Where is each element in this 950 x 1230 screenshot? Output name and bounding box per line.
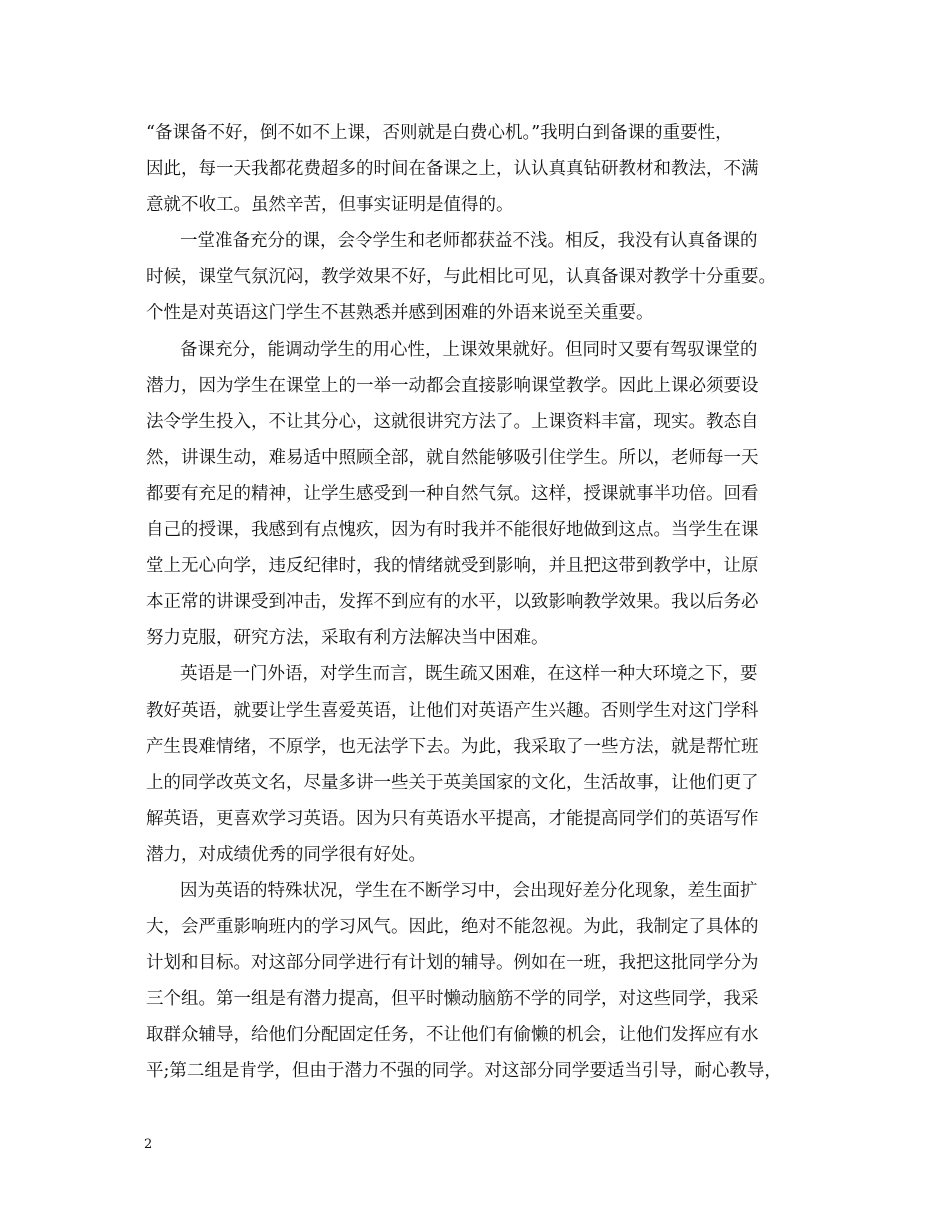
text-line-8: 潜力，因为学生在课堂上的一举一动都会直接影响课堂教学。因此上课必须要设 [146,375,759,396]
text-line-2: 因此，每一天我都花费超多的时间在备课之上，认认真真钻研教材和教法，不满 [146,159,759,180]
text-line-25: 三个组。第一组是有潜力提高，但平时懒动脑筋不学的同学，对这些同学，我采 [146,989,759,1010]
text-line-10: 然，讲课生动，难易适中照顾全部，就自然能够吸引住学生。所以，老师每一天 [146,447,759,468]
text-line-22: 因为英语的特殊状况，学生在不断学习中，会出现好差分化现象，差生面扩 [180,880,758,901]
text-line-5: 时候，课堂气氛沉闷，教学效果不好，与此相比可见，认真备课对教学十分重要。 [146,267,776,288]
body-text [146,115,816,1090]
page-number: 2 [144,1137,153,1152]
text-line-27: 平;第二组是肯学，但由于潜力不强的同学。对这部分同学要适当引导，耐心教导， [146,1061,782,1082]
text-line-23: 大，会严重影响班内的学习风气。因此，绝对不能忽视。为此，我制定了具体的 [146,917,759,938]
text-line-26: 取群众辅导，给他们分配固定任务，不让他们有偷懒的机会，让他们发挥应有水 [146,1025,759,1046]
text-line-4: 一堂准备充分的课，会令学生和老师都获益不浅。相反，我没有认真备课的 [180,231,758,252]
text-line-3: 意就不收工。虽然辛苦，但事实证明是值得的。 [146,195,514,216]
text-line-1: “备课备不好，倒不如不上课，否则就是白费心机。”我明白到备课的重要性， [146,123,733,143]
text-line-6: 个性是对英语这门学生不甚熟悉并感到困难的外语来说至关重要。 [146,303,654,324]
text-line-7: 备课充分，能调动学生的用心性，上课效果就好。但同时又要有驾驭课堂的 [180,339,758,360]
text-line-20: 解英语，更喜欢学习英语。因为只有英语水平提高，才能提高同学们的英语写作 [146,808,759,829]
text-line-18: 产生畏难情绪，不原学，也无法学下去。为此，我采取了一些方法，就是帮忙班 [146,736,759,757]
text-line-15: 努力克服，研究方法，采取有利方法解决当中困难。 [146,628,549,649]
text-line-11: 都要有充足的精神，让学生感受到一种自然气氛。这样，授课就事半功倍。回看 [146,483,759,504]
text-line-24: 计划和目标。对这部分同学进行有计划的辅导。例如在一班，我把这批同学分为 [146,953,759,974]
text-line-9: 法令学生投入，不让其分心，这就很讲究方法了。上课资料丰富，现实。教态自 [146,411,759,432]
text-line-13: 堂上无心向学，违反纪律时，我的情绪就受到影响，并且把这带到教学中，让原 [146,556,759,577]
text-line-17: 教好英语，就要让学生喜爱英语，让他们对英语产生兴趣。否则学生对这门学科 [146,700,759,721]
text-line-21: 潜力，对成绩优秀的同学很有好处。 [146,844,426,865]
text-line-16: 英语是一门外语，对学生而言，既生疏又困难，在这样一种大环境之下，要 [180,664,758,685]
text-line-14: 本正常的讲课受到冲击，发挥不到应有的水平，以致影响教学效果。我以后务必 [146,592,759,613]
text-line-19: 上的同学改英文名，尽量多讲一些关于英美国家的文化，生活故事，让他们更了 [146,772,759,793]
text-line-12: 自己的授课，我感到有点愧疚，因为有时我并不能很好地做到这点。当学生在课 [146,520,759,541]
